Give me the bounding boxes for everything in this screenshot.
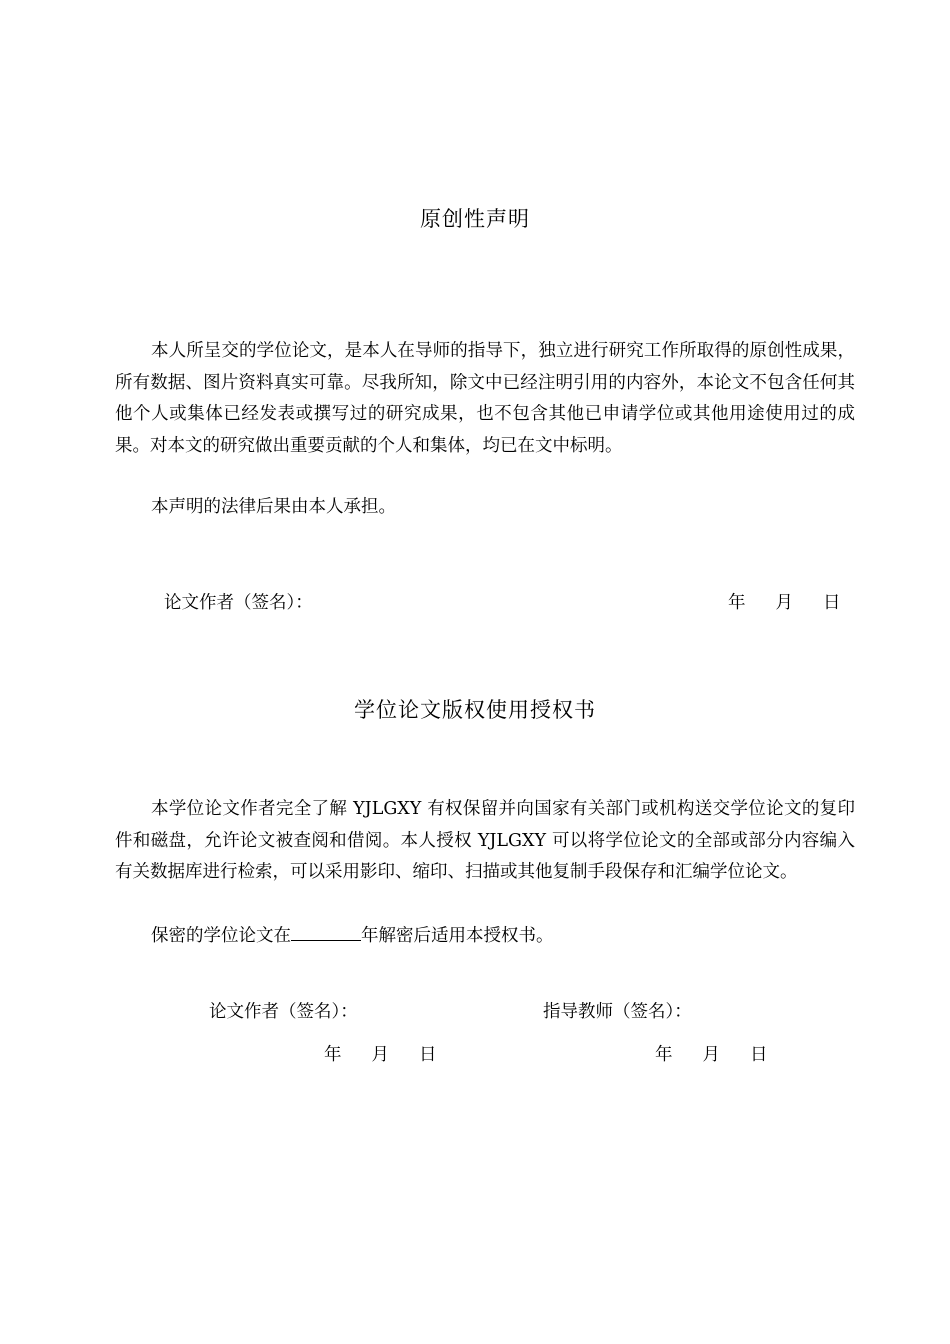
declaration-title: 原创性声明	[420, 207, 530, 231]
declaration-signature-label: 论文作者（签名）：	[164, 593, 313, 613]
declaration-date	[728, 592, 841, 614]
date-month: 月	[371, 1045, 389, 1065]
date-year: 年	[655, 1045, 673, 1065]
date-year: 年	[324, 1045, 342, 1065]
date-month: 月	[775, 593, 793, 613]
date-year: 年	[728, 593, 746, 613]
date-month: 月	[702, 1045, 720, 1065]
supervisor-signature-label: 指导教师（签名）：	[543, 1002, 692, 1022]
secrecy-suffix: 年解密后适用本授权书。	[361, 926, 554, 946]
declaration-paragraph: 本人所呈交的学位论文，是本人在导师的指导下，独立进行研究工作所取得的原创性成果，所有数据、图片资料真实可靠。尽我所知，除文中已经注明引用的内容外，本论文不包含任何其他个人或集体已经发表或撰写过的研究成果，也不包含其他已申请学位或其他用途使用过的成果。对本文的研究做出重要贡献的个人和集体，均已在文中标明。	[115, 341, 855, 456]
date-day: 日	[419, 1045, 437, 1065]
date-day: 日	[750, 1045, 768, 1065]
date-day: 日	[823, 593, 841, 613]
supervisor-date	[655, 1044, 768, 1066]
secrecy-years-blank	[291, 922, 361, 941]
secrecy-paragraph	[115, 921, 855, 953]
declaration-legal-paragraph: 本声明的法律后果由本人承担。	[151, 497, 396, 517]
authorization-title: 学位论文版权使用授权书	[354, 698, 596, 722]
secrecy-prefix: 保密的学位论文在	[151, 926, 291, 946]
author-signature-label: 论文作者（签名）：	[209, 1002, 358, 1022]
author-date	[324, 1044, 437, 1066]
authorization-paragraph: 本学位论文作者完全了解 YJLGXY 有权保留并向国家有关部门或机构送交学位论文的复印件和磁盘，允许论文被查阅和借阅。本人授权 YJLGXY 可以将学位论文的全部或部分内容编入有关数据库进行检索，可以采用影印、缩印、扫描或其他复制手段保存和汇编学位论文。	[115, 799, 855, 882]
